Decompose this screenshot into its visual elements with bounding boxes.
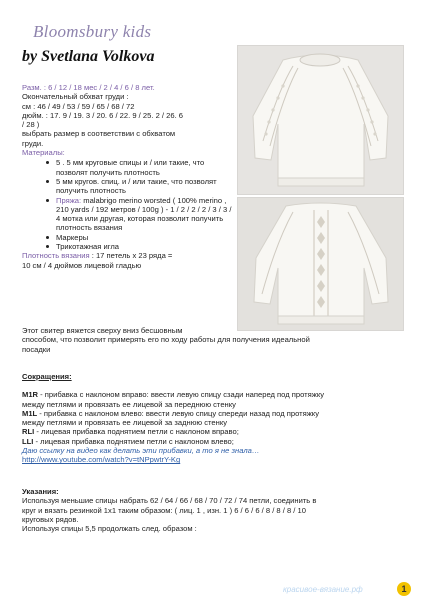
instructions-line: круг и вязать резинкой 1х1 таким образом: ( лиц. 1 , изн. 1 ) 6 / 6 / 6 / 8 / 8 / 8 / 10 — [22, 505, 306, 515]
abbr-text: - прибавка с наклоном влево: ввести левую спицу спереди назад под протяжку — [37, 408, 320, 418]
page-number: 1 — [397, 582, 411, 596]
instructions-line: Используя меньшие спицы набрать 62 / 64 / 66 / 68 / 70 / 72 / 74 петли, соединить в — [22, 496, 317, 506]
materials-heading: Материалы: — [22, 148, 65, 158]
yarn-text: malabrigo merino worsted ( 100% merino , 210 yards / 192 метров / 100g ) - 1 / 2 / 2 / 2 / 3 / 3 / 4 мотка или другая, которая позволит получить плотность вязания — [56, 195, 232, 233]
abbr-text-cont: между петлями и провязать ее лицевой за переднюю стенку — [22, 399, 236, 409]
abbr-m1r — [22, 390, 402, 399]
video-note: Даю ссылку на видео как делать эти прибавки, а то я не знала… — [22, 446, 260, 456]
video-link[interactable]: http://www.youtube.com/watch?v=tNPpwtrY-Kg — [22, 455, 181, 465]
pattern-title: Bloomsbury kids — [33, 22, 152, 41]
sweater-front-image — [238, 46, 403, 194]
sizes-line: Разм. : 6 / 12 / 18 мес / 2 / 4 / 6 / 8 лет. — [22, 83, 155, 92]
gauge-label: Плотность вязания — [22, 251, 90, 261]
abbr-key: RLI — [22, 427, 35, 437]
chest-cm: см : 46 / 49 / 53 / 59 / 65 / 68 / 72 — [22, 101, 135, 111]
instructions-heading: Указания: — [22, 487, 59, 496]
abbr-text: - прибавка с наклоном вправо: ввести левую спицу сзади наперед под протяжку — [38, 390, 325, 400]
abbr-key: M1L — [22, 408, 38, 418]
material-item: 5 мм кругов. спиц. и / или такие, что позволят получить плотность — [56, 177, 232, 196]
gauge-value: : 17 петель х 23 ряда = — [91, 251, 173, 261]
material-item: Трикотажная игла — [56, 242, 232, 251]
abbr-key: M1R — [22, 390, 39, 400]
abbr-rli — [22, 427, 402, 436]
abbr-m1l — [22, 409, 402, 418]
left-column — [22, 83, 232, 270]
abbr-key: LLI — [22, 436, 34, 446]
site-watermark: красивое-вязание.рф — [283, 585, 363, 594]
material-item: Маркеры — [56, 233, 232, 242]
yarn-label: Пряжа: — [56, 195, 82, 205]
intro-line: посадки — [22, 344, 51, 354]
pattern-author: by Svetlana Volkova — [22, 48, 155, 65]
chest-inch: дюйм. : 17. 9 / 19. 3 / 20. 6 / 22. 9 / 25. 2 / 26. 6 — [22, 110, 184, 120]
abbreviations-block — [22, 372, 402, 465]
gauge-line-2: 10 см / 4 дюймов лицевой гладью — [22, 260, 142, 270]
choose-size-text-end: груди. — [22, 138, 44, 148]
chest-inch-end: / 28 ) — [22, 120, 40, 130]
video-link-line — [22, 455, 402, 464]
abbr-text-cont: между петлями и провязать ее лицевой за заднюю стенку — [22, 418, 228, 428]
instructions-block — [22, 487, 402, 533]
abbr-text: - лицевая прибавка поднятием петли с наклоном влево; — [33, 436, 234, 446]
intro-line: способом, что позволит примерять его по ходу работы для получения идеальной — [22, 335, 310, 345]
material-item-yarn — [56, 196, 232, 233]
choose-size-text: выбрать размер в соответствии с обхватом — [22, 129, 176, 139]
sweater-photo-back — [237, 197, 404, 331]
material-item: 5 . 5 мм круговые спицы и / или такие, что позволят получить плотность — [56, 158, 232, 177]
abbr-text: - лицевая прибавка поднятием петли с наклоном вправо; — [34, 427, 239, 437]
abbreviations-heading: Сокращения: — [22, 372, 72, 381]
chest-label: Окончательный обхват груди : — [22, 92, 129, 102]
instructions-line: круговых рядов. — [22, 514, 79, 524]
gauge-line — [22, 251, 232, 260]
instructions-line: Используя спицы 5,5 продолжать след. образом : — [22, 524, 197, 534]
abbr-lli — [22, 437, 402, 446]
sweater-back-image — [238, 198, 403, 330]
intro-line: Этот свитер вяжется сверху вниз бесшовным — [22, 326, 183, 335]
sweater-photo-front — [237, 45, 404, 195]
materials-list — [22, 158, 232, 251]
intro-block — [22, 326, 402, 354]
